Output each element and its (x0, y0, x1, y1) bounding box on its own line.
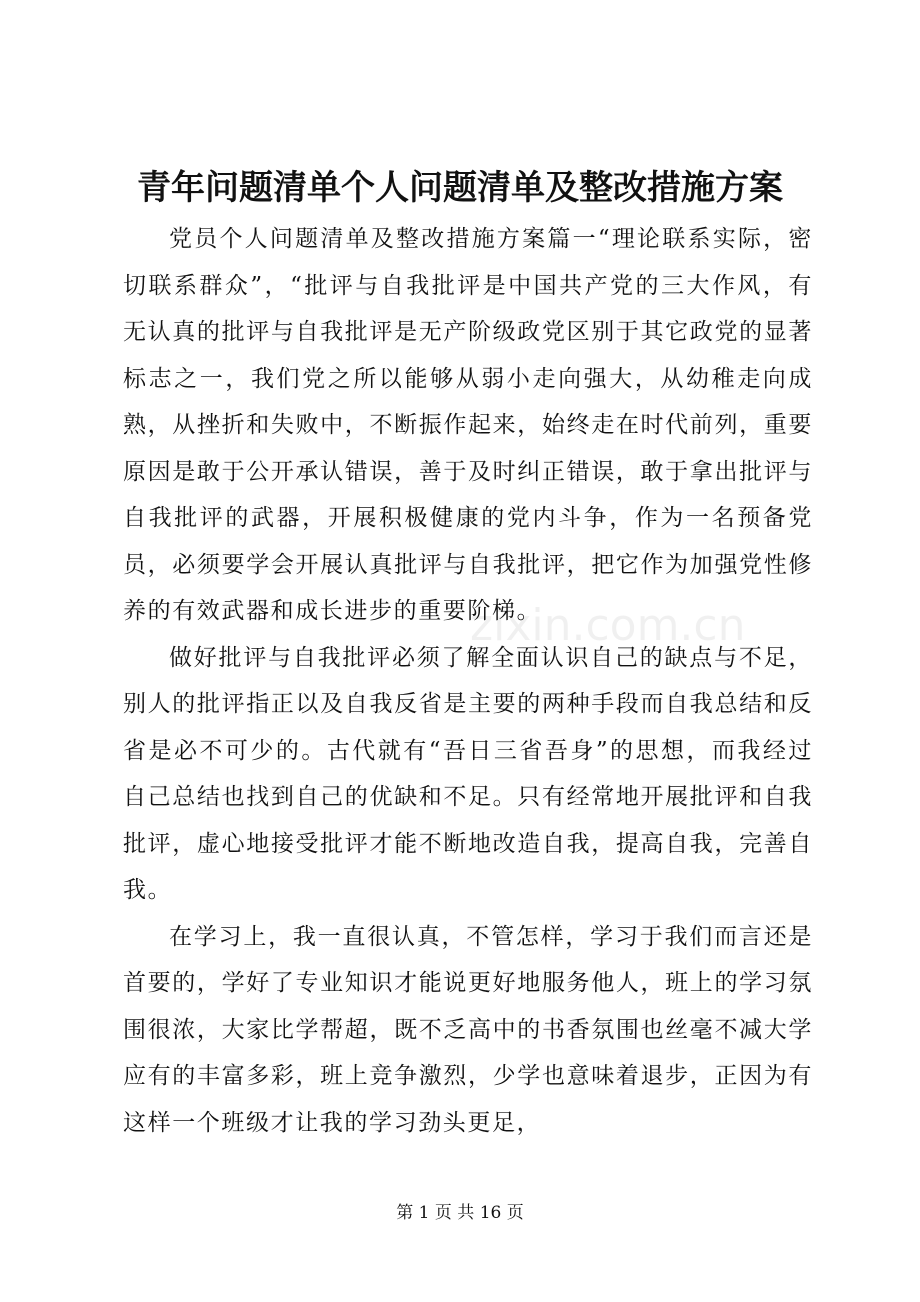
paragraph-2: 做好批评与自我批评必须了解全面认识自己的缺点与不足，别人的批评指正以及自我反省是主要的两种手段而自我总结和反省是必不可少的。古代就有“吾日三省吾身”的思想，而我经过自己总结也找到自己的优缺和不足。只有经常地开展批评和自我批评，虚心地接受批评才能不断地改造自我，提高自我，完善自我。 (123, 644, 813, 903)
document-body (123, 216, 813, 1146)
watermark: zixin.com.cn (470, 600, 746, 651)
page-footer: 第 1 页 共 16 页 (396, 1203, 524, 1223)
paragraph-3: 在学习上，我一直很认真，不管怎样，学习于我们而言还是首要的，学好了专业知识才能说更好地服务他人，班上的学习氛围很浓，大家比学帮超，既不乏高中的书香氛围也丝毫不减大学应有的丰富多彩，班上竞争激烈，少学也意味着退步，正因为有这样一个班级才让我的学习劲头更足， (123, 923, 813, 1136)
paragraph-1: 党员个人问题清单及整改措施方案篇一“理论联系实际，密切联系群众”，“批评与自我批评是中国共产党的三大作风，有无认真的批评与自我批评是无产阶级政党区别于其它政党的显著标志之一，我们党之所以能够从弱小走向强大，从幼稚走向成熟，从挫折和失败中，不断振作起来，始终走在时代前列，重要原因是敢于公开承认错误，善于及时纠正错误，敢于拿出批评与自我批评的武器，开展积极健康的党内斗争，作为一名预备党员，必须要学会开展认真批评与自我批评，把它作为加强党性修养的有效武器和成长进步的重要阶梯。 (123, 226, 813, 624)
document-title: 青年问题清单个人问题清单及整改措施方案 (137, 168, 783, 208)
